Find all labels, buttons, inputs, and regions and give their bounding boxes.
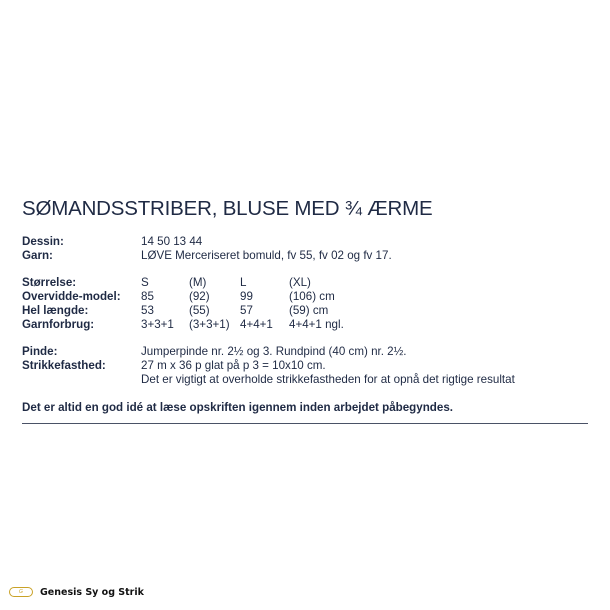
tools-value: Jumperpinde nr. 2½ og 3. Rundpind (40 cm) nr. 2½. [141,345,407,358]
size-cell: 3+3+1 [141,318,174,331]
size-cell: (55) [189,304,210,317]
size-row-label: Størrelse: [22,276,77,289]
size-row-label: Hel længde: [22,304,89,317]
size-cell: (106) cm [289,290,335,303]
pattern-title: SØMANDSSTRIBER, BLUSE MED ¾ ÆRME [22,197,433,220]
size-cell: (XL) [289,276,311,289]
divider [22,423,588,424]
size-cell: (92) [189,290,210,303]
brand-name: Genesis Sy og Strik [40,586,144,598]
size-cell: 57 [240,304,253,317]
size-row-label: Overvidde-model: [22,290,121,303]
footer-watermark [9,585,144,599]
size-cell: 4+4+1 ngl. [289,318,344,331]
tools-label: Strikkefasthed: [22,359,106,372]
info-value: LØVE Merceriseret bomuld, fv 55, fv 02 og fv 17. [141,249,392,262]
tools-label: Pinde: [22,345,58,358]
size-cell: (59) cm [289,304,329,317]
size-cell: 4+4+1 [240,318,273,331]
size-cell: L [240,276,247,289]
size-cell: 99 [240,290,253,303]
info-label: Dessin: [22,235,64,248]
info-label: Garn: [22,249,53,262]
size-cell: 53 [141,304,154,317]
info-value: 14 50 13 44 [141,235,203,248]
size-cell: (M) [189,276,207,289]
size-cell: 85 [141,290,154,303]
read-first-note: Det er altid en god idé at læse opskriften igennem inden arbejdet påbegyndes. [22,401,453,414]
tools-value: Det er vigtigt at overholde strikkefastheden for at opnå det rigtige resultat [141,373,515,386]
genesis-logo-icon: G [9,587,33,597]
size-row-label: Garnforbrug: [22,318,95,331]
tools-value: 27 m x 36 p glat på p 3 = 10x10 cm. [141,359,326,372]
size-cell: S [141,276,149,289]
size-cell: (3+3+1) [189,318,230,331]
